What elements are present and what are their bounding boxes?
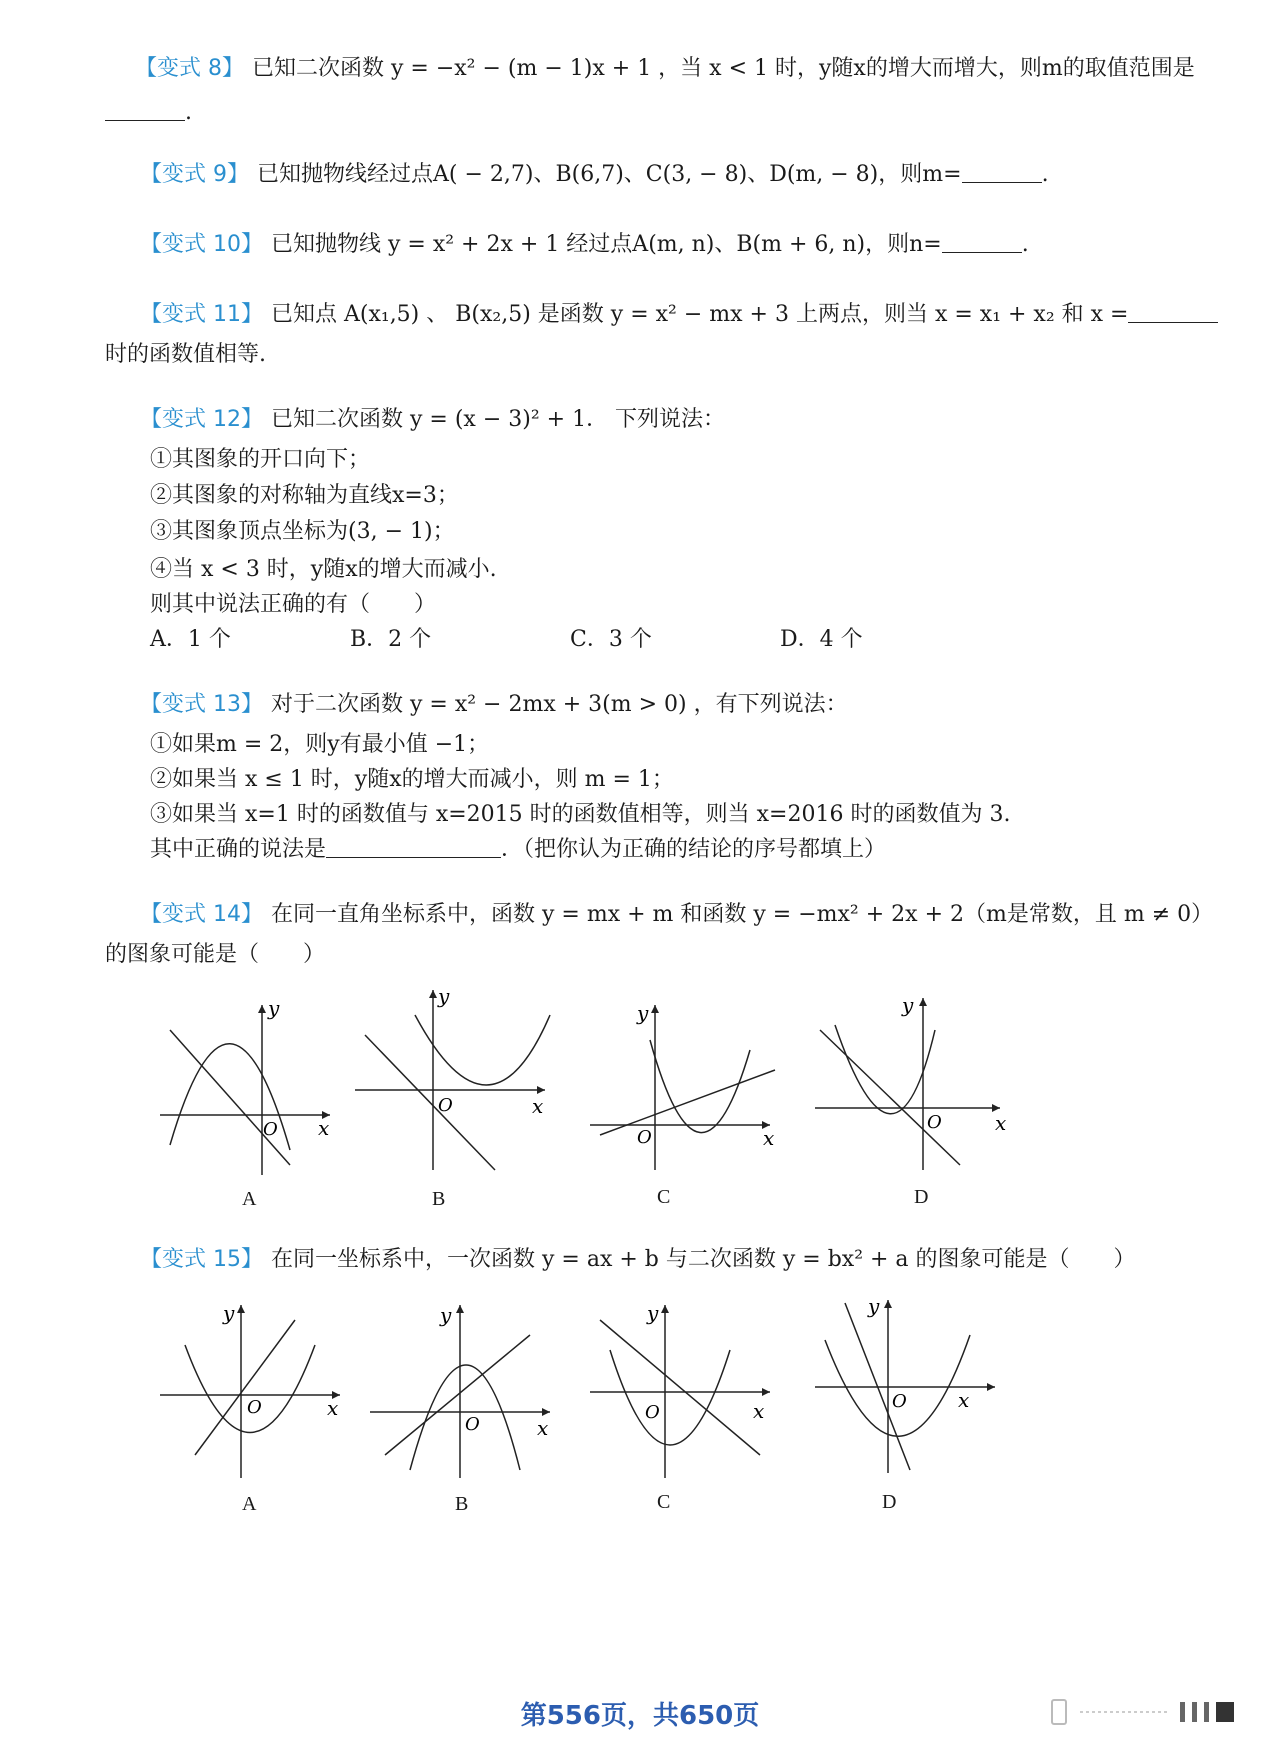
problem-8-tag: 【变式 8】 [135, 56, 244, 81]
problem-12-item: ③其图象顶点坐标为(3, − 1)； [150, 519, 455, 544]
problem-11-tag: 【变式 11】 [140, 302, 263, 327]
x-axis-label: x [958, 1388, 970, 1412]
caption-15-b: B [455, 1493, 469, 1515]
problem-8-tail: . [185, 100, 192, 125]
caption-14-c: C [657, 1186, 671, 1208]
graph-15-b[interactable] [365, 1300, 565, 1485]
graph-14-b[interactable] [350, 985, 560, 1185]
answer-blank[interactable] [942, 232, 1022, 253]
page-number: 第556页，共650页 [520, 1701, 760, 1731]
origin-label: O [645, 1402, 660, 1423]
graph-15-a[interactable] [155, 1300, 355, 1485]
y-axis-label: y [902, 993, 914, 1017]
graph-14-a[interactable] [150, 990, 350, 1190]
problem-13-answer [150, 835, 886, 865]
y-axis-label: y [438, 985, 450, 1008]
answer-blank[interactable] [326, 837, 501, 858]
problem-12-item: ①其图象的开口向下； [150, 447, 371, 472]
choice-c[interactable]: C．3 个 [570, 627, 652, 652]
problem-9-tail: . [1041, 162, 1049, 187]
origin-label: O [892, 1391, 907, 1412]
caption-15-d: D [882, 1491, 897, 1513]
problem-14-text: 在同一直角坐标系中，函数 y = mx + m 和函数 y = −mx² + 2x + 2（m是常数，且 m ≠ 0） [271, 902, 1214, 927]
page-icon [1052, 1700, 1066, 1724]
problem-13 [140, 690, 848, 720]
problem-8 [135, 54, 1195, 84]
caption-14-a: A [242, 1188, 257, 1210]
problem-11 [140, 300, 1218, 330]
x-axis-label: x [995, 1111, 1007, 1135]
problem-11-text: 已知点 A(x₁,5) 、 B(x₂,5) 是函数 y = x² − mx + 3 上两点，则当 x = x₁ + x₂ 和 x = [271, 302, 1129, 327]
problem-14 [140, 900, 1213, 930]
problem-13-text: 对于二次函数 y = x² − 2mx + 3(m > 0) ，有下列说法： [271, 692, 848, 717]
x-axis-label: x [532, 1094, 544, 1118]
problem-8-text: 已知二次函数 y = −x² − (m − 1)x + 1 ，当 x < 1 时，y随x的增大而增大，则m的取值范围是 [252, 56, 1195, 81]
graph-15-d[interactable] [810, 1295, 1010, 1480]
choice-a[interactable]: A．1 个 [150, 627, 231, 652]
graph-14-c[interactable] [585, 1000, 785, 1180]
x-axis-label: x [753, 1399, 765, 1423]
y-axis-label: y [868, 1295, 880, 1318]
x-axis-label: x [318, 1116, 330, 1140]
caption-15-a: A [242, 1493, 257, 1515]
problem-10-tag: 【变式 10】 [140, 232, 263, 257]
problem-12-item: ④当 x < 3 时，y随x的增大而减小. [150, 557, 497, 582]
problem-11-line2: 时的函数值相等. [105, 342, 266, 367]
caption-15-c: C [657, 1491, 671, 1513]
origin-label: O [247, 1397, 262, 1418]
problem-9-text: 已知抛物线经过点A( − 2,7)、B(6,7)、C(3, − 8)、D(m, − 8)，则m= [257, 162, 962, 187]
choice-b[interactable]: B．2 个 [350, 627, 432, 652]
caption-14-b: B [432, 1188, 446, 1210]
problem-12-tag: 【变式 12】 [140, 407, 263, 432]
graph-14-d[interactable] [810, 990, 1020, 1180]
problem-12-question: 则其中说法正确的有（ ） [150, 592, 437, 617]
problem-12 [140, 405, 725, 435]
graph-15-c[interactable] [585, 1300, 785, 1485]
problem-15-text: 在同一坐标系中，一次函数 y = ax + b 与二次函数 y = bx² + a 的图象可能是（ ） [271, 1247, 1136, 1272]
caption-14-d: D [914, 1186, 929, 1208]
problem-13-item: ①如果m = 2，则y有最小值 −1； [150, 732, 490, 757]
origin-label: O [465, 1414, 480, 1435]
answer-prefix: 其中正确的说法是 [150, 837, 327, 862]
problem-9-tag: 【变式 9】 [140, 162, 249, 187]
problem-10-text: 已知抛物线 y = x² + 2x + 1 经过点A(m, n)、B(m + 6, n)，则n= [271, 232, 942, 257]
y-axis-label: y [268, 996, 280, 1020]
problem-12-item: ②其图象的对称轴为直线x=3； [150, 483, 459, 508]
x-axis-label: x [327, 1396, 339, 1420]
problem-13-item: ③如果当 x=1 时的函数值与 x=2015 时的函数值相等，则当 x=2016 时的函数值为 3. [150, 802, 1011, 827]
y-axis-label: y [637, 1001, 649, 1025]
problem-9 [140, 160, 1049, 190]
problem-13-item: ②如果当 x ≤ 1 时，y随x的增大而减小，则 m = 1； [150, 767, 674, 792]
y-axis-label: y [440, 1303, 452, 1327]
x-axis-label: x [763, 1126, 775, 1150]
y-axis-label: y [647, 1301, 659, 1325]
problem-14-line2: 的图象可能是（ ） [105, 942, 326, 967]
answer-blank[interactable] [1128, 302, 1218, 323]
origin-label: O [438, 1095, 453, 1116]
answer-blank[interactable] [962, 162, 1042, 183]
answer-blank[interactable] [105, 100, 185, 121]
y-axis-label: y [223, 1301, 235, 1325]
origin-label: O [927, 1112, 942, 1133]
x-axis-label: x [537, 1416, 549, 1440]
problem-12-text: 已知二次函数 y = (x − 3)² + 1． 下列说法： [271, 407, 726, 432]
problem-15-tag: 【变式 15】 [140, 1247, 263, 1272]
problem-10 [140, 230, 1029, 260]
page-controls[interactable] [1050, 1694, 1260, 1730]
problem-14-tag: 【变式 14】 [140, 902, 263, 927]
answer-suffix: ．（把你认为正确的结论的序号都填上） [501, 837, 887, 862]
problem-15 [140, 1245, 1136, 1275]
choice-d[interactable]: D．4 个 [780, 627, 863, 652]
origin-label: O [637, 1127, 652, 1148]
problem-10-tail: . [1021, 232, 1029, 257]
origin-label: O [263, 1119, 278, 1140]
problem-13-tag: 【变式 13】 [140, 692, 263, 717]
problem-8-answer-line [105, 98, 192, 128]
